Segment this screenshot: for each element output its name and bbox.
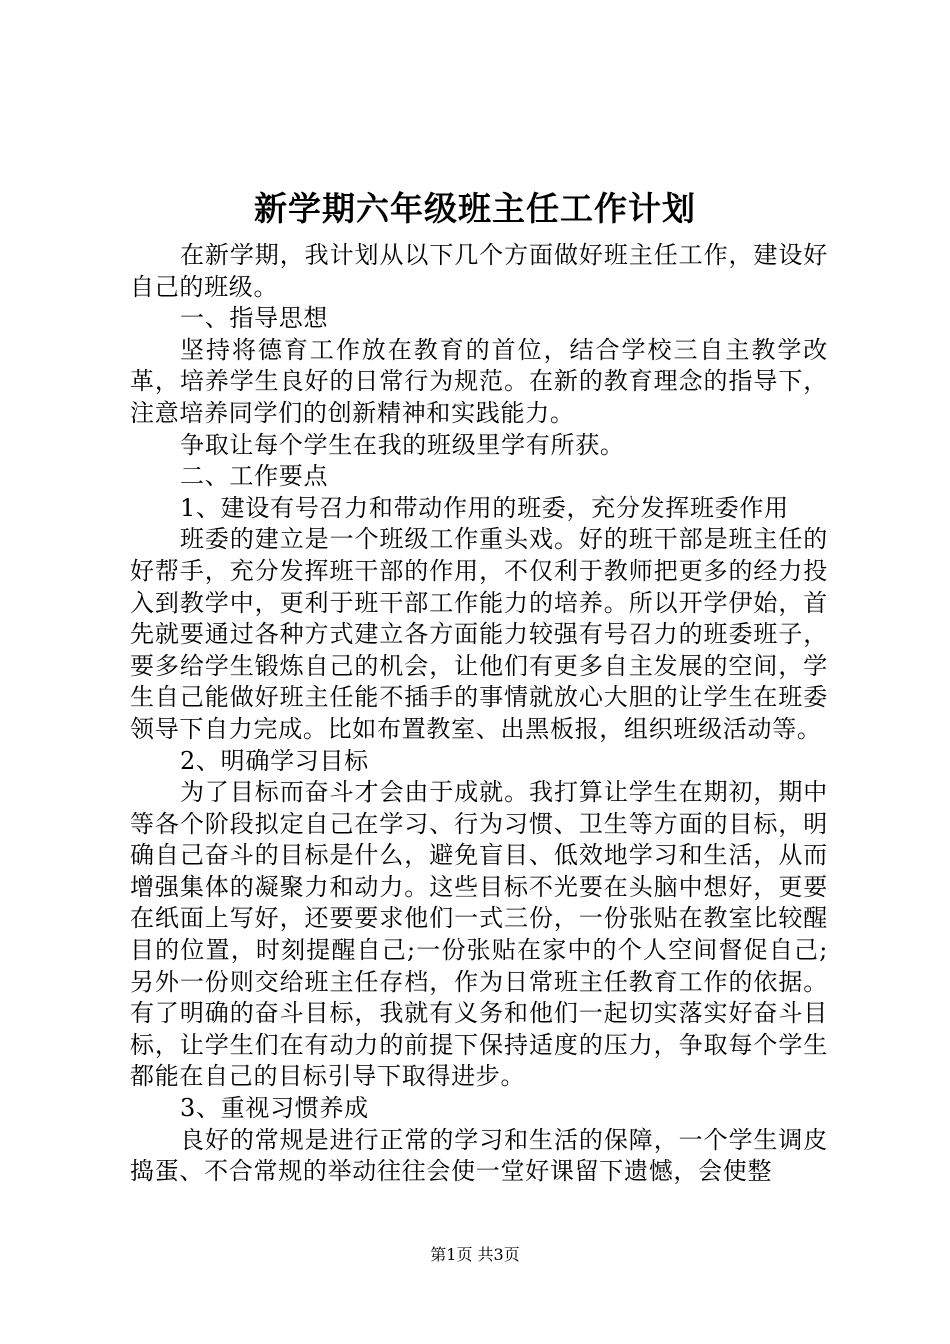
paragraph-guiding-idea: 坚持将德育工作放在教育的首位，结合学校三自主教学改革，培养学生良好的日常行为规范。在新的教育理念的指导下，注意培养同学们的创新精神和实践能力。	[130, 335, 828, 427]
subheading-habits: 3、重视习惯养成	[180, 1094, 369, 1123]
subheading-class-committee: 1、建设有号召力和带动作用的班委，充分发挥班委作用	[180, 493, 789, 522]
paragraph-habits: 良好的常规是进行正常的学习和生活的保障，一个学生调皮捣蛋、不合常规的举动往往会使一堂好课留下遗憾，会使整	[130, 1125, 828, 1186]
section-heading-key-points: 二、工作要点	[180, 462, 329, 491]
subheading-learning-goals: 2、明确学习目标	[180, 746, 369, 775]
paragraph-goal: 争取让每个学生在我的班级里学有所获。	[180, 430, 625, 459]
section-heading-guiding-idea: 一、指导思想	[180, 304, 329, 333]
document-title: 新学期六年级班主任工作计划	[254, 189, 696, 228]
paragraph-intro: 在新学期，我计划从以下几个方面做好班主任工作，建设好自己的班级。	[130, 241, 828, 301]
paragraph-class-committee: 班委的建立是一个班级工作重头戏。好的班干部是班主任的好帮手，充分发挥班干部的作用，不仅利于教师把更多的经力投入到教学中，更利于班干部工作能力的培养。所以开学伊始，首先就要通过各种方式建立各方面能力较强有号召力的班委班子，要多给学生锻炼自己的机会，让他们有更多自主发展的空间，学生自己能做好班主任能不插手的事情就放心大胆的让学生在班委领导下自力完成。比如布置教室、出黑板报，组织班级活动等。	[130, 525, 828, 743]
document-body	[130, 240, 828, 1188]
page-footer: 第1页 共3页	[430, 1245, 520, 1264]
paragraph-learning-goals: 为了目标而奋斗才会由于成就。我打算让学生在期初，期中等各个阶段拟定自己在学习、行为习惯、卫生等方面的目标，明确自己奋斗的目标是什么，避免盲目、低效地学习和生活，从而增强集体的凝聚力和动力。这些目标不光要在头脑中想好，更要在纸面上写好，还要要求他们一式三份，一份张贴在教室比较醒目的位置，时刻提醒自己;一份张贴在家中的个人空间督促自己;另外一份则交给班主任存档，作为日常班主任教育工作的依据。有了明确的奋斗目标，我就有义务和他们一起切实落实好奋斗目标，让学生们在有动力的前提下保持适度的压力，争取每个学生都能在自己的目标引导下取得进步。	[130, 778, 828, 1091]
